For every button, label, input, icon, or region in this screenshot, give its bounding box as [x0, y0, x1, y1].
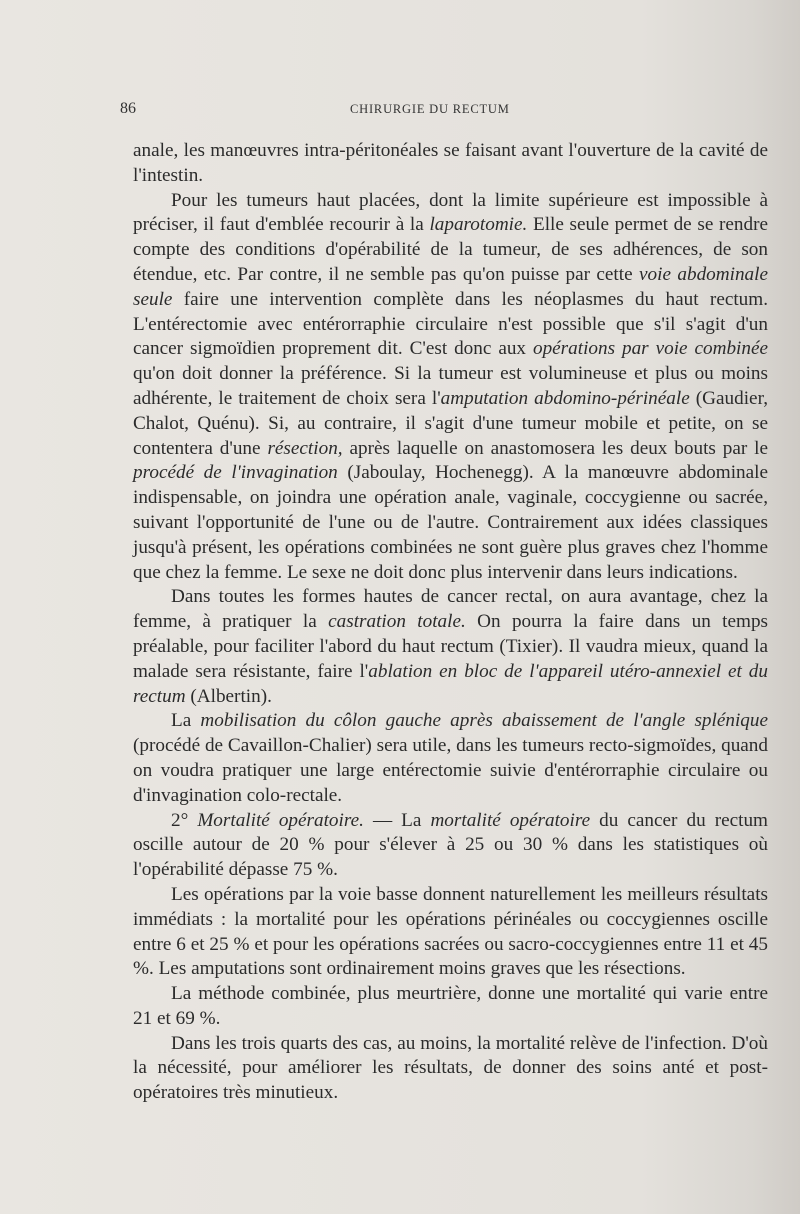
paragraph-5: 2° Mortalité opératoire. — La mortalité opératoire du cancer du rectum oscille autour de 20 % pour s'élever à 25 ou 30 % dans les statistiques où l'opérabilité dépasse 75 %.: [133, 809, 768, 881]
emphasis-ablation: ablation en bloc de l'appareil utéro-annexiel et du rectum: [133, 660, 768, 707]
paragraph-3: Dans toutes les formes hautes de cancer rectal, on aura avantage, chez la femme, à pratiquer la castration totale. On pourra la faire dans un temps préalable, pour faciliter l'abord du haut rectum (Tixier). Il vaudra mieux, quand la malade sera résistante, faire l'ablation en bloc de l'appareil utéro-annexiel et du rectum (Albertin).: [133, 586, 769, 707]
emphasis-mortalite: mortalité opératoire: [430, 809, 591, 831]
paragraph-4: La mobilisation du côlon gauche après abaissement de l'angle splénique (procédé de Cavaillon-Chalier) sera utile, dans les tumeurs recto-sigmoïdes, quand on voudra pratiquer une large entérectomie suivie d'entérorraphie circulaire ou d'invagination colo-rectale.: [133, 710, 768, 806]
emphasis-voie-abdominale: voie abdominale seule: [133, 263, 768, 310]
emphasis-amputation: amputation abdomino-périnéale: [440, 387, 690, 409]
emphasis-laparotomie: laparotomie.: [429, 214, 528, 236]
emphasis-resection: résection,: [267, 437, 343, 459]
page-header: [120, 100, 760, 120]
emphasis-invagination: procédé de l'invagination: [133, 462, 338, 484]
body-text: [133, 139, 768, 1106]
paragraph-1: anale, les manœuvres intra-péritonéales se faisant avant l'ouverture de la cavité de l'intestin.: [133, 140, 768, 186]
emphasis-voie-combinee: opérations par voie combinée: [532, 338, 768, 360]
running-title: CHIRURGIE DU RECTUM: [350, 102, 510, 116]
section-heading-mortalite: Mortalité opératoire.: [197, 809, 364, 831]
emphasis-castration: castration totale.: [328, 611, 466, 633]
paragraph-6: Les opérations par la voie basse donnent naturellement les meilleurs résultats immédiats : la mortalité pour les opérations périnéales ou coccygiennes oscille entre 6 et 25 % et pour les opérations sacrées ou sacro-coccygiennes entre 11 et 45 %. Les amputations sont ordinairement moins graves que les résections.: [133, 883, 768, 980]
emphasis-mobilisation: mobilisation du côlon gauche après abaissement de l'angle splénique: [200, 710, 768, 732]
page-number: 86: [120, 100, 136, 117]
paragraph-7: La méthode combinée, plus meurtrière, donne une mortalité qui varie entre 21 et 69 %.: [133, 983, 768, 1029]
paragraph-2: Pour les tumeurs haut placées, dont la limite supérieure est impossible à préciser, il faut d'emblée recourir à la laparotomie. Elle seule permet de se rendre compte des conditions d'opérabilité de la tumeur, de ses adhérences, de son étendue, etc. Par contre, il ne semble pas qu'on puisse par cette voie abdominale seule faire une intervention complète dans les néoplasmes du haut rectum. L'entérectomie avec entérorraphie circulaire n'est possible que s'il s'agit d'un cancer sigmoïdien proprement dit. C'est donc aux opérations par voie combinée qu'on doit donner la préférence. Si la tumeur est volumineuse et plus ou moins adhérente, le traitement de choix sera l'amputation abdomino-périnéale (Gaudier, Chalot, Quénu). Si, au contraire, il s'agit d'une tumeur mobile et petite, on se contentera d'une résection, après laquelle on anastomosera les deux bouts par le procédé de l'invagination (Jaboulay, Hochenegg). A la manœuvre abdominale indispensable, on joindra une opération anale, vaginale, coccygienne ou sacrée, suivant l'opportunité de l'une ou de l'autre. Contrairement aux idées classiques jusqu'à présent, les opérations combinées ne sont guère plus graves chez l'homme que chez la femme. Le sexe ne doit donc plus intervenir dans leurs indications.: [133, 189, 769, 583]
paragraph-8: Dans les trois quarts des cas, au moins, la mortalité relève de l'infection. D'où la nécessité, pour améliorer les résultats, de donner des soins anté et post-opératoires très minutieux.: [133, 1032, 768, 1104]
